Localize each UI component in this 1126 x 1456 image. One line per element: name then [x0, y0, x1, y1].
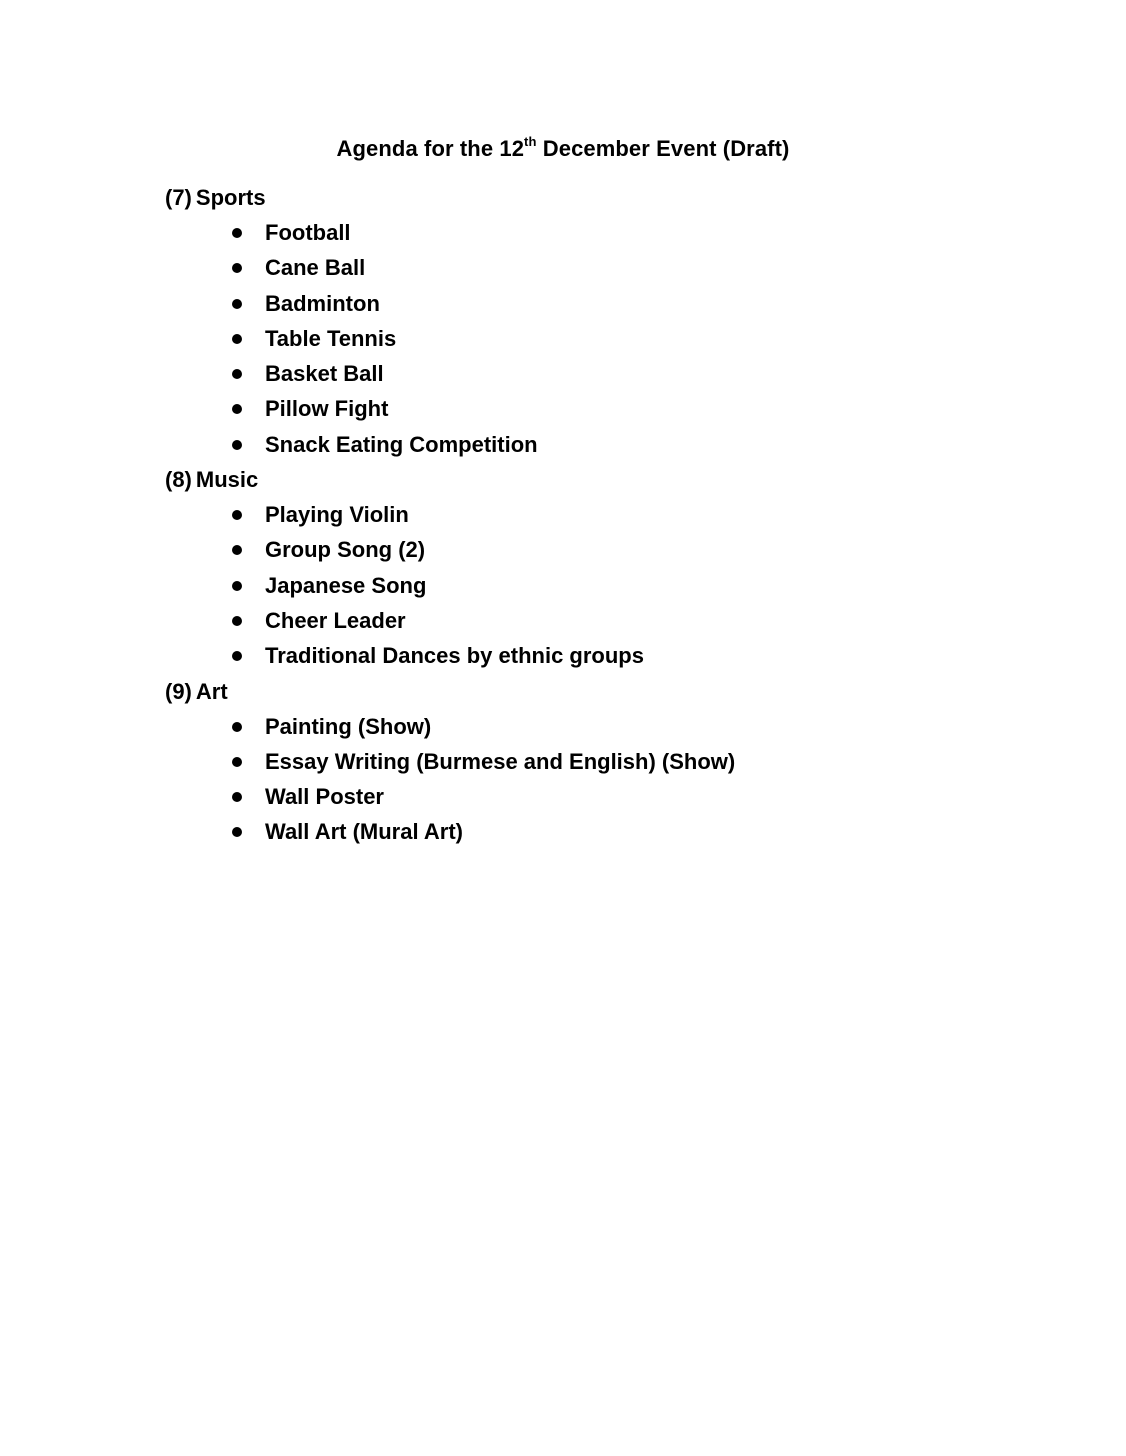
- bullet-icon: [232, 440, 242, 450]
- list-item: [165, 497, 965, 532]
- item-list: [165, 215, 965, 462]
- list-item: [165, 603, 965, 638]
- item-list: [165, 709, 965, 850]
- section-heading: [165, 674, 965, 709]
- list-item: [165, 532, 965, 567]
- title-superscript: th: [524, 133, 537, 149]
- bullet-icon: [232, 651, 242, 661]
- section-title: Art: [195, 678, 228, 704]
- bullet-icon: [232, 263, 242, 273]
- title-suffix: December Event (Draft): [536, 136, 790, 161]
- section-heading: [165, 462, 965, 497]
- section-sports: [165, 180, 965, 462]
- list-item: [165, 321, 965, 356]
- list-item: [165, 709, 965, 744]
- item-list: [165, 497, 965, 673]
- list-item: [165, 215, 965, 250]
- section-title: Sports: [195, 185, 266, 210]
- bullet-icon: [232, 722, 242, 732]
- list-item: [165, 427, 965, 462]
- list-item-label: Badminton: [265, 290, 380, 316]
- list-item-label: Japanese Song: [265, 572, 427, 598]
- bullet-icon: [232, 545, 242, 555]
- document-title: [0, 132, 1126, 166]
- list-item: [165, 638, 965, 673]
- bullet-icon: [232, 616, 242, 626]
- list-item-label: Painting (Show): [265, 713, 432, 739]
- list-item: [165, 356, 965, 391]
- bullet-icon: [232, 827, 242, 837]
- list-item-label: Football: [265, 220, 351, 245]
- list-item-label: Wall Poster: [265, 784, 384, 810]
- agenda-content: [165, 180, 965, 850]
- bullet-icon: [232, 757, 242, 767]
- list-item-label: Cheer Leader: [265, 607, 406, 633]
- bullet-icon: [232, 581, 242, 591]
- section-title: Music: [195, 467, 259, 493]
- section-art: [165, 674, 965, 850]
- bullet-icon: [232, 299, 242, 309]
- section-number: (9): [165, 678, 192, 704]
- bullet-icon: [232, 369, 242, 379]
- list-item-label: Basket Ball: [265, 361, 384, 387]
- list-item: [165, 391, 965, 426]
- list-item-label: Group Song (2): [265, 537, 426, 563]
- list-item: [165, 814, 965, 849]
- list-item-label: Wall Art (Mural Art): [265, 819, 463, 845]
- list-item: [165, 744, 965, 779]
- bullet-icon: [232, 510, 242, 520]
- list-item-label: Traditional Dances by ethnic groups: [265, 643, 644, 669]
- section-music: [165, 462, 965, 673]
- list-item-label: Snack Eating Competition: [265, 431, 538, 457]
- list-item: [165, 779, 965, 814]
- bullet-icon: [232, 792, 242, 802]
- list-item-label: Pillow Fight: [265, 396, 389, 422]
- title-prefix: Agenda for the 12: [336, 136, 525, 161]
- bullet-icon: [232, 228, 242, 238]
- section-number: (8): [165, 467, 192, 493]
- list-item-label: Essay Writing (Burmese and English) (Show): [265, 748, 736, 774]
- list-item: [165, 250, 965, 285]
- list-item-label: Playing Violin: [265, 502, 409, 528]
- section-heading: [165, 180, 965, 215]
- section-number: (7): [165, 185, 192, 210]
- list-item-label: Cane Ball: [265, 255, 366, 281]
- list-item-label: Table Tennis: [265, 325, 397, 351]
- bullet-icon: [232, 404, 242, 414]
- list-item: [165, 286, 965, 321]
- bullet-icon: [232, 334, 242, 344]
- list-item: [165, 568, 965, 603]
